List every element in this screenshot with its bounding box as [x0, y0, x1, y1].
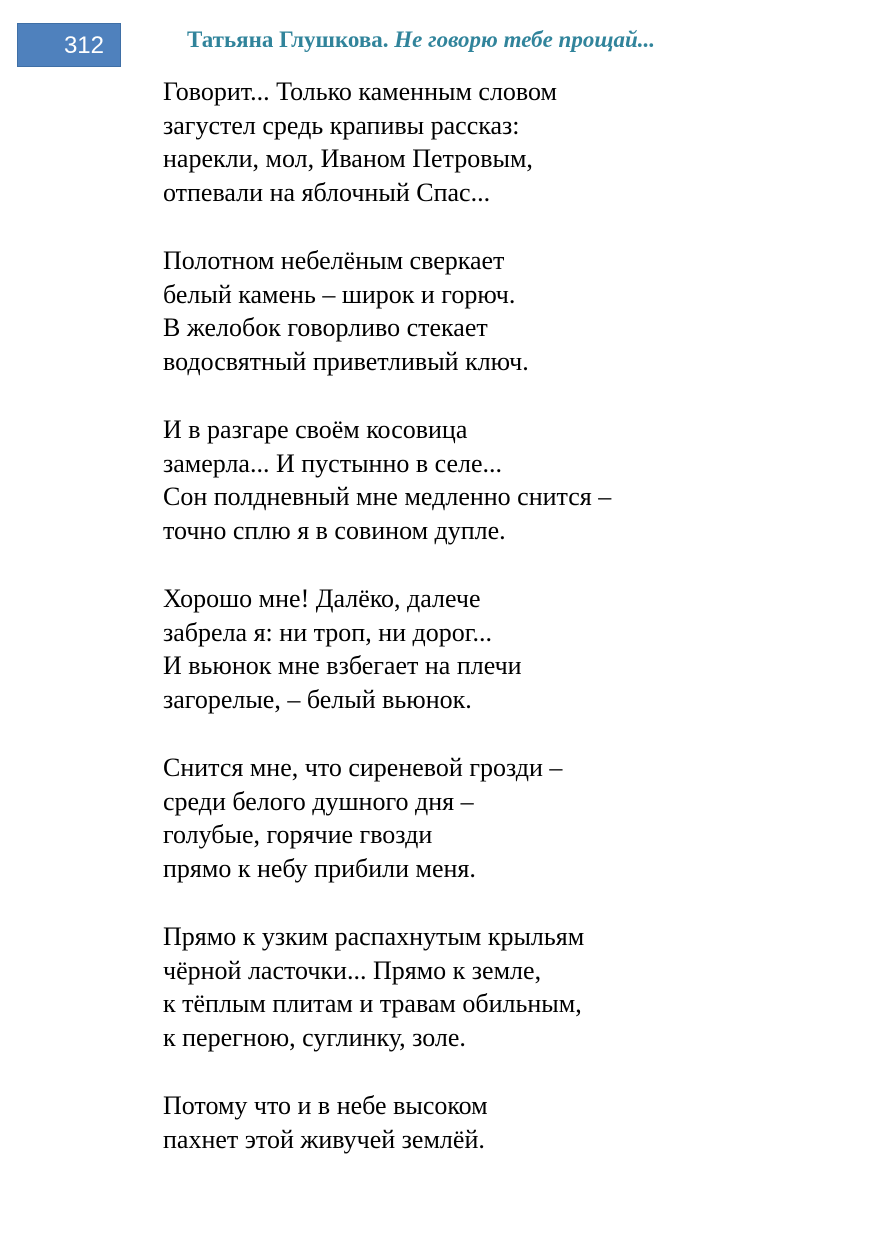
- poem-line: отпевали на яблочный Спас...: [163, 177, 491, 207]
- stanza-3: [163, 413, 843, 547]
- poem-line: чёрной ласточки... Прямо к земле,: [163, 955, 542, 985]
- stanza-6: [163, 920, 843, 1054]
- poem-line: загустел средь крапивы рассказ:: [163, 110, 520, 140]
- poem-line: голубые, горячие гвозди: [163, 820, 433, 849]
- stanza-4: [163, 582, 843, 716]
- running-head: [187, 24, 655, 56]
- stanza-2: [163, 244, 843, 378]
- poem-line: нарекли, мол, Иваном Петровым,: [163, 144, 533, 173]
- poem-line: загорелые, – белый вьюнок.: [163, 684, 472, 714]
- poem-line: В желобок говорливо стекает: [163, 313, 488, 342]
- poem-line: точно сплю я в совином дупле.: [163, 515, 506, 545]
- poem-line: забрела я: ни троп, ни дорог...: [163, 617, 492, 647]
- stanza-1: [163, 75, 843, 209]
- poem-line: И вьюнок мне взбегает на плечи: [163, 651, 522, 680]
- poem-line: к тёплым плитам и травам обильным,: [163, 989, 582, 1018]
- poem-line: Прямо к узким распахнутым крыльям: [163, 922, 585, 951]
- stanza-5: [163, 751, 843, 885]
- stanza-7: [163, 1089, 843, 1156]
- poem-line: Хорошо мне! Далёко, далече: [163, 584, 481, 613]
- poem-line: Полотном небелёным сверкает: [163, 246, 505, 275]
- poem: [163, 75, 843, 1191]
- author-name: Татьяна Глушкова.: [187, 27, 389, 52]
- poem-line: прямо к небу прибили меня.: [163, 853, 476, 883]
- work-title: Не говорю тебе прощай...: [394, 27, 656, 52]
- poem-line: И в разгаре своём косовица: [163, 415, 468, 444]
- poem-line: к перегною, суглинку, золе.: [163, 1022, 466, 1052]
- page-number: 312: [17, 23, 121, 67]
- poem-line: Потому что и в небе высоком: [163, 1091, 488, 1120]
- poem-line: пахнет этой живучей землёй.: [163, 1124, 485, 1154]
- poem-line: замерла... И пустынно в селе...: [163, 448, 503, 478]
- poem-line: водосвятный приветливый ключ.: [163, 346, 529, 376]
- poem-line: Снится мне, что сиреневой грозди –: [163, 753, 563, 782]
- poem-line: белый камень – широк и горюч.: [163, 279, 516, 309]
- poem-line: Сон полдневный мне медленно снится –: [163, 482, 612, 511]
- poem-line: среди белого душного дня –: [163, 786, 474, 816]
- poem-line: Говорит... Только каменным словом: [163, 77, 557, 106]
